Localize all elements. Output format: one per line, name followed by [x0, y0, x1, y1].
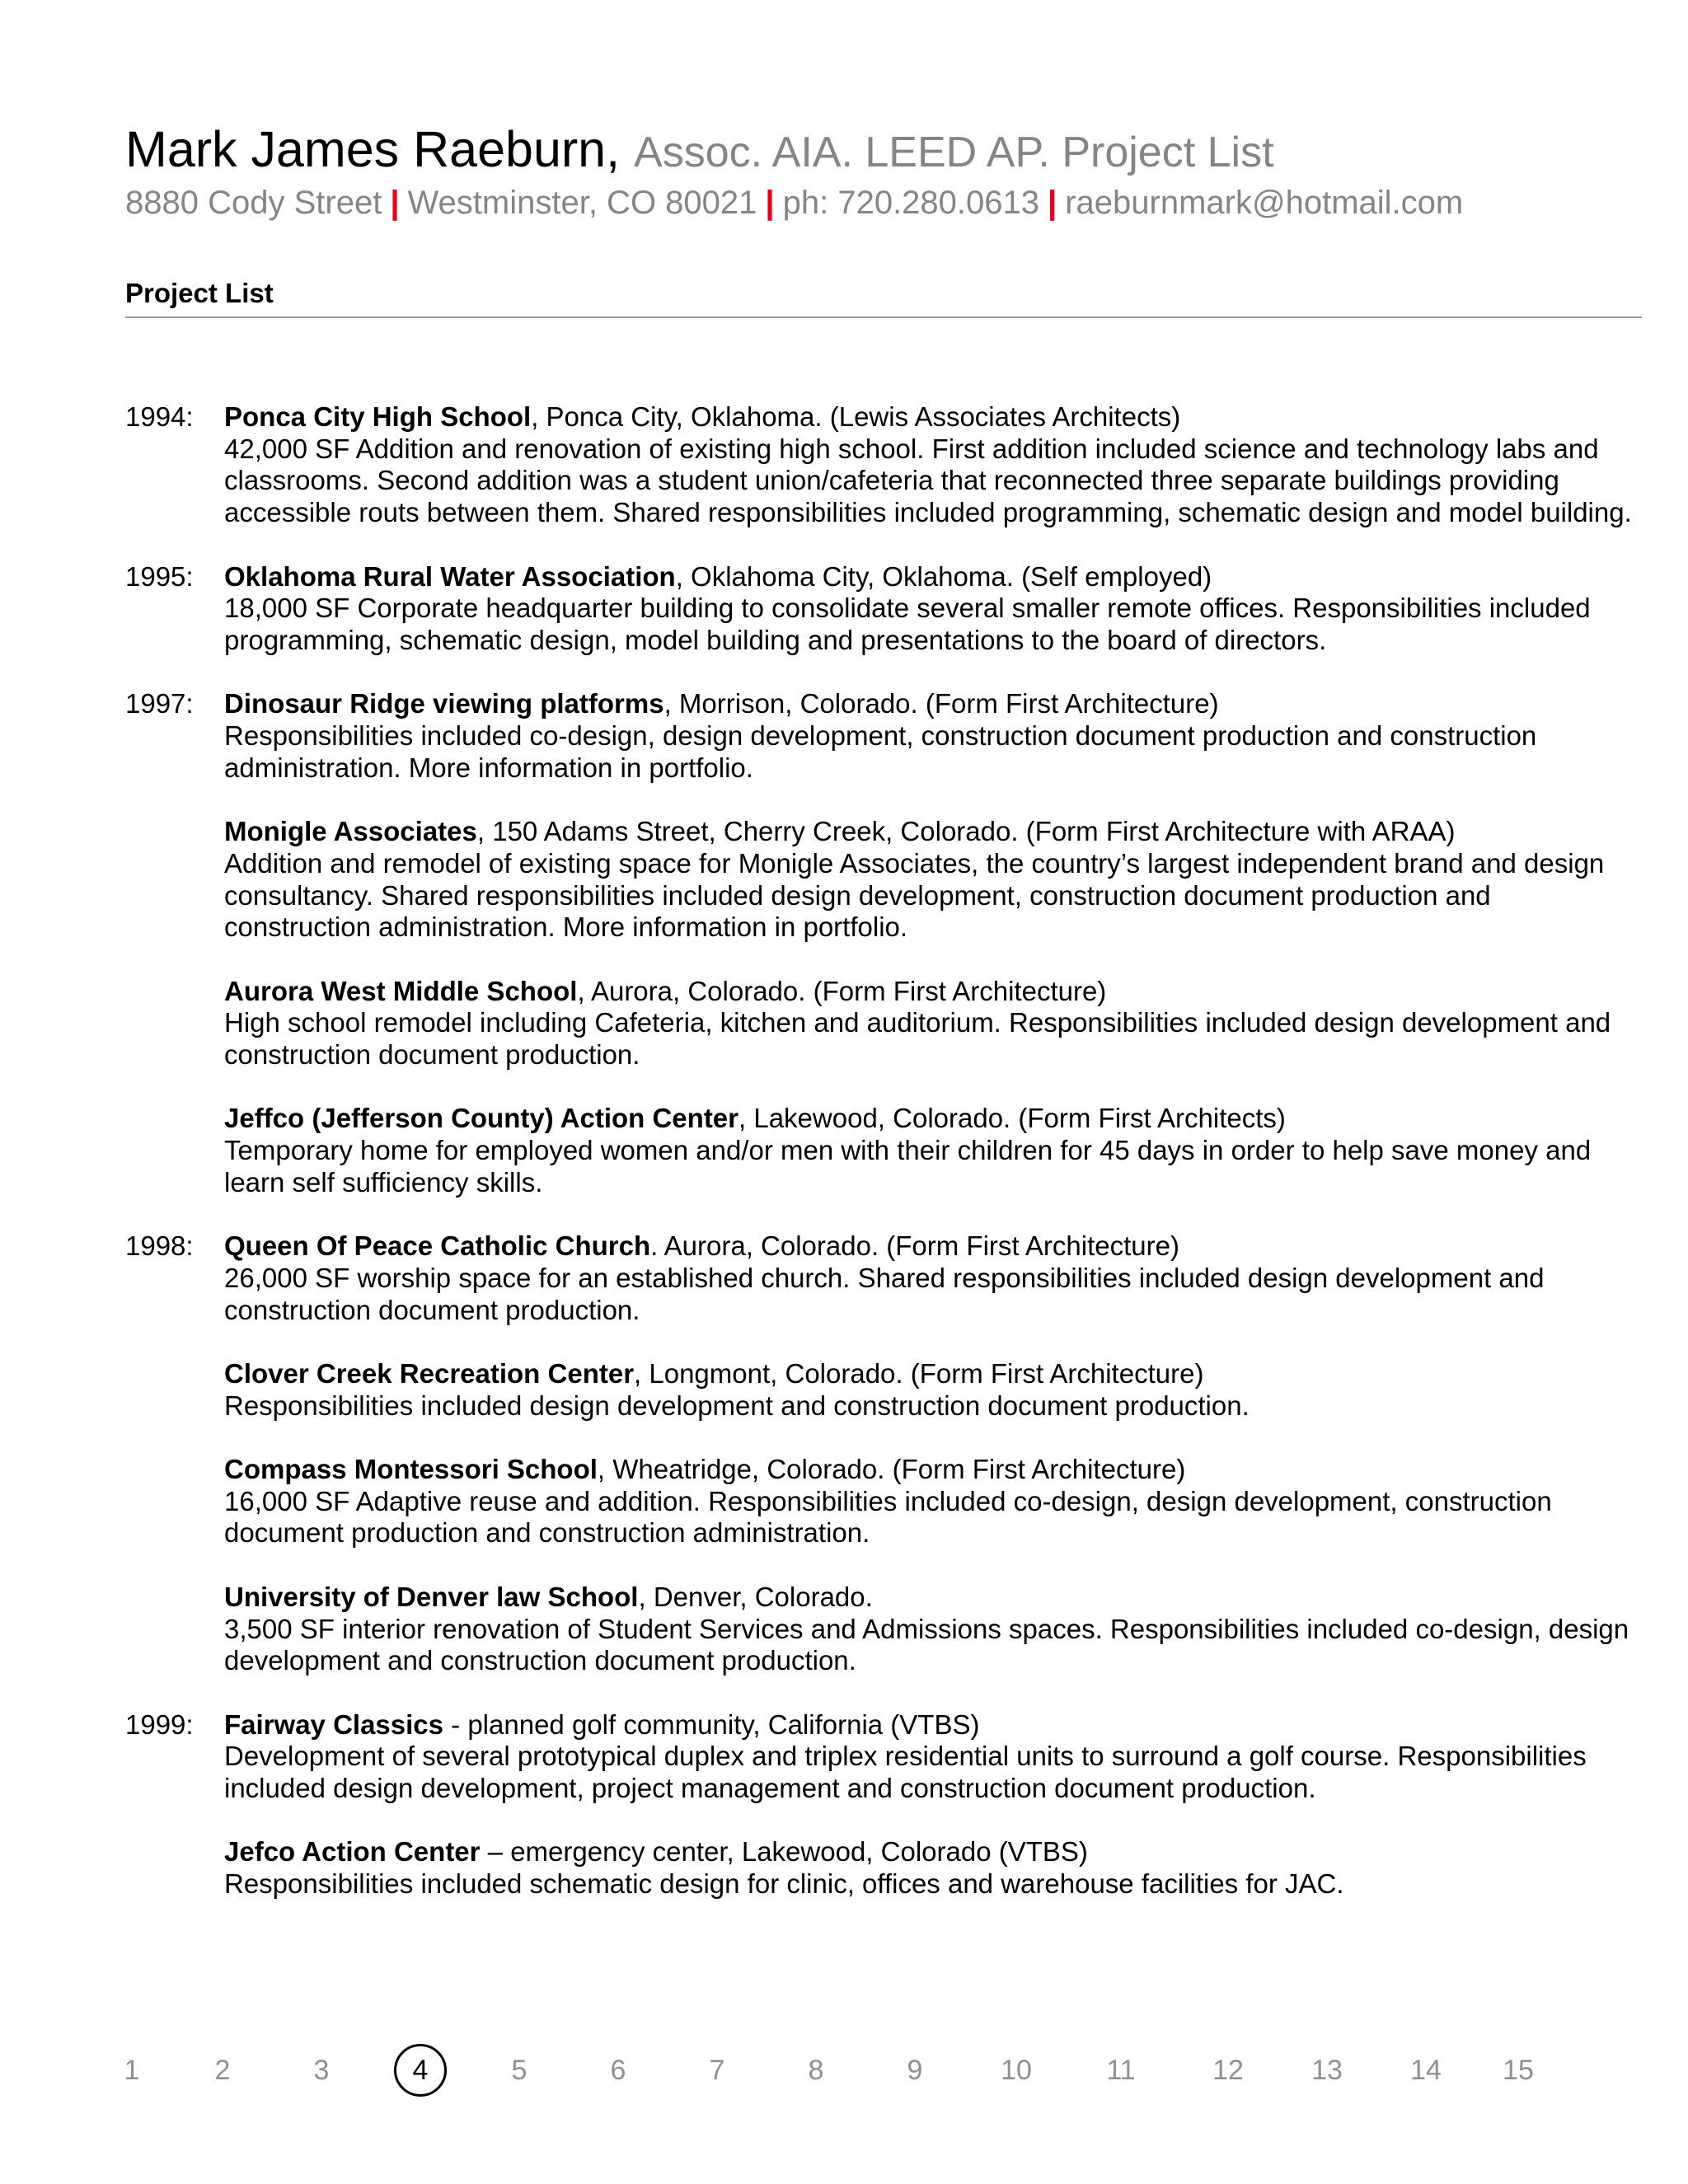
project-location: , Lakewood, Colorado. (Form First Architects) — [738, 1103, 1286, 1134]
page-number[interactable]: 3 — [313, 2055, 330, 2086]
project-heading — [224, 816, 1634, 848]
project-entry — [125, 401, 1634, 529]
project-description: 18,000 SF Corporate headquarter building to consolidate several smaller remote offices. Responsibilities included programming, schematic design, model building and presentations to the board of directors. — [224, 593, 1591, 655]
project-year: 1994: — [125, 401, 194, 432]
project-location: , Wheatridge, Colorado. (Form First Architecture) — [597, 1454, 1186, 1485]
contact-line — [125, 181, 1650, 224]
project-title: Fairway Classics — [224, 1708, 443, 1740]
project-description: Responsibilities included design development and construction document production. — [224, 1390, 1250, 1421]
project-entry — [125, 1836, 1634, 1900]
project-description: Addition and remodel of existing space for Monigle Associates, the country’s largest independent brand and design consultancy. Shared responsibilities included design development, construction document production and construction administration. More information in portfolio. — [224, 847, 1605, 943]
project-title: Dinosaur Ridge viewing platforms — [224, 688, 664, 719]
pagination — [0, 2044, 1688, 2102]
separator: | — [390, 185, 400, 221]
project-heading — [224, 1582, 1634, 1614]
project-title: Ponca City High School — [224, 401, 532, 432]
project-heading — [224, 1454, 1634, 1486]
page-number[interactable]: 15 — [1503, 2055, 1534, 2086]
page-number[interactable]: 8 — [808, 2055, 824, 2086]
project-title: Jefco Action Center — [224, 1836, 481, 1868]
project-entry — [125, 976, 1634, 1071]
project-title: Clover Creek Recreation Center — [224, 1357, 635, 1389]
project-heading — [224, 1103, 1634, 1135]
project-location: , Oklahoma City, Oklahoma. (Self employed) — [675, 560, 1212, 592]
project-year: 1997: — [125, 688, 194, 719]
project-description: Temporary home for employed women and/or men with their children for 45 days in order to help save money and learn self sufficiency skills. — [224, 1135, 1592, 1197]
project-location: , Denver, Colorado. — [638, 1581, 873, 1612]
section-title: Project List — [125, 278, 274, 308]
phone: ph: 720.280.0613 — [782, 185, 1040, 221]
project-entry — [125, 1454, 1634, 1549]
divider — [125, 316, 1642, 318]
address: 8880 Cody Street — [125, 185, 382, 221]
page-number[interactable]: 1 — [124, 2055, 140, 2086]
credentials: Assoc. AIA. LEED AP. Project List — [634, 129, 1274, 176]
project-entry — [125, 688, 1634, 784]
page-number[interactable]: 11 — [1106, 2055, 1136, 2086]
page-number[interactable]: 10 — [1001, 2055, 1032, 2086]
project-location: , Morrison, Colorado. (Form First Architecture) — [663, 688, 1219, 719]
project-entry — [125, 1358, 1634, 1422]
document-header — [125, 117, 1650, 224]
project-title: University of Denver law School — [224, 1581, 639, 1612]
project-description: Development of several prototypical duplex and triplex residential units to surround a golf course. Responsibilities included design development, project management and construction document production. — [224, 1741, 1587, 1804]
project-entry — [125, 816, 1634, 944]
page-number-current[interactable]: 4 — [394, 2044, 447, 2097]
project-entry — [125, 1709, 1634, 1805]
project-title: Compass Montessori School — [224, 1454, 598, 1485]
project-location: , 150 Adams Street, Cherry Creek, Colorado. (Form First Architecture with ARAA) — [476, 816, 1456, 847]
project-title: Aurora West Middle School — [224, 975, 578, 1006]
project-location: . Aurora, Colorado. (Form First Architecture) — [650, 1230, 1179, 1262]
project-description: 16,000 SF Adaptive reuse and addition. Responsibilities included co-design, design development, construction document production and construction administration. — [224, 1485, 1552, 1549]
project-title: Jeffco (Jefferson County) Action Center — [224, 1103, 739, 1134]
project-heading — [224, 1709, 1634, 1741]
project-title: Queen Of Peace Catholic Church — [224, 1230, 651, 1262]
project-entry — [125, 561, 1634, 657]
project-description: Responsibilities included co-design, design development, construction document production and construction administration. More information in portfolio. — [224, 720, 1537, 783]
separator: | — [765, 185, 775, 221]
page-number[interactable]: 2 — [214, 2055, 231, 2086]
project-year: 1998: — [125, 1230, 194, 1262]
project-heading — [224, 1358, 1634, 1390]
city: Westminster, CO 80021 — [407, 185, 757, 221]
project-location: , Longmont, Colorado. (Form First Architecture) — [634, 1357, 1204, 1389]
project-list — [125, 401, 1634, 1933]
project-title: Monigle Associates — [224, 816, 477, 847]
project-description: 26,000 SF worship space for an established church. Shared responsibilities included design development and construction document production. — [224, 1262, 1545, 1325]
project-description: High school remodel including Cafeteria, kitchen and auditorium. Responsibilities included design development and construction document production. — [224, 1007, 1611, 1070]
page-number[interactable]: 6 — [610, 2055, 626, 2086]
project-location: – emergency center, Lakewood, Colorado (VTBS) — [480, 1836, 1088, 1868]
project-year: 1999: — [125, 1708, 194, 1740]
project-description: 42,000 SF Addition and renovation of existing high school. First addition included science and technology labs and classrooms. Second addition was a student union/cafeteria that reconnected three separate buildings providing accessible routs between them. Shared responsibilities included programming, schematic design and model building. — [224, 433, 1632, 528]
project-location: - planned golf community, California (VTBS) — [443, 1708, 980, 1740]
project-heading — [224, 401, 1634, 434]
project-entry — [125, 1230, 1634, 1326]
project-entry — [125, 1103, 1634, 1198]
project-heading — [224, 561, 1634, 593]
project-description: Responsibilities included schematic design for clinic, offices and warehouse facilities for JAC. — [224, 1868, 1344, 1900]
email: raeburnmark@hotmail.com — [1065, 185, 1464, 221]
project-location: , Aurora, Colorado. (Form First Architecture) — [577, 975, 1107, 1006]
project-description: 3,500 SF interior renovation of Student Services and Admissions spaces. Responsibilities included co-design, design development and construction document production. — [224, 1613, 1629, 1676]
title-line — [125, 117, 1650, 185]
separator: | — [1048, 185, 1057, 221]
project-heading — [224, 1230, 1634, 1263]
page-number[interactable]: 5 — [511, 2055, 528, 2086]
page-number[interactable]: 13 — [1311, 2055, 1343, 2086]
project-entry — [125, 1582, 1634, 1677]
person-name: Mark James Raeburn, — [125, 121, 621, 177]
page-number[interactable]: 14 — [1410, 2055, 1442, 2086]
project-location: , Ponca City, Oklahoma. (Lewis Associates Architects) — [531, 401, 1181, 432]
project-title: Oklahoma Rural Water Association — [224, 560, 676, 592]
page-number[interactable]: 12 — [1212, 2055, 1244, 2086]
project-year: 1995: — [125, 560, 194, 592]
project-heading — [224, 688, 1634, 720]
project-heading — [224, 1836, 1634, 1868]
page-number[interactable]: 7 — [709, 2055, 725, 2086]
page-number[interactable]: 9 — [907, 2055, 923, 2086]
project-heading — [224, 976, 1634, 1008]
